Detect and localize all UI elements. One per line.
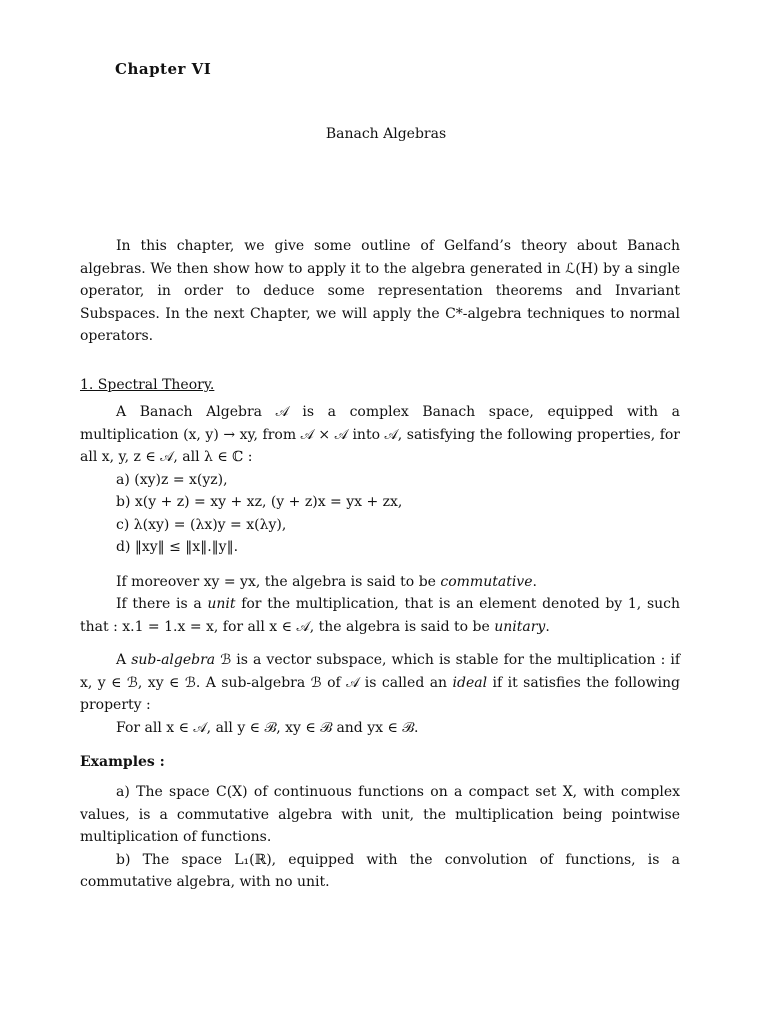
term-unitary: unitary [494, 618, 546, 635]
term-ideal: ideal [452, 674, 488, 691]
commutative-paragraph: If moreover xy = yx, the algebra is said to be commutative. [116, 573, 537, 590]
property-item: b) x(y + z) = xy + xz, (y + z)x = yx + zx, [116, 494, 403, 510]
property-item: a) (xy)z = x(yz), [116, 471, 228, 488]
property-item: d) ‖xy‖ ≤ ‖x‖.‖y‖. [116, 539, 239, 555]
unit-paragraph: If there is a unit for the multiplication, that is an element denoted by 1, such that : x.1 = 1.x = x, for all x ∈ 𝒜, the algebra is said to be unitary. [80, 596, 680, 635]
chapter-title: Banach Algebras [325, 126, 447, 142]
example-item: a) The space C(X) of continuous functions on a compact set X, with complex values, is a commutative algebra with unit, the multiplication being pointwise multiplication of functions. [80, 784, 680, 845]
definition-paragraph: A Banach Algebra 𝒜 is a complex Banach space, equipped with a multiplication (x, y) → xy, from 𝒜 × 𝒜 into 𝒜, satisfying the following properties, for all x, y, z ∈ 𝒜, all λ ∈ ℂ : [80, 404, 680, 465]
examples-heading: Examples : [80, 754, 165, 770]
chapter-label: Chapter VI [115, 60, 212, 78]
intro-section [80, 235, 680, 348]
section-heading: 1. Spectral Theory. [80, 377, 215, 393]
spectral-theory-section [80, 401, 680, 894]
subalgebra-paragraph: A sub-algebra ℬ is a vector subspace, which is stable for the multiplication : if x, y ∈ ℬ, xy ∈ ℬ. A sub-algebra ℬ of 𝒜 is called an ideal if it satisfies the following property : [80, 652, 681, 713]
term-commutative: commutative [440, 573, 533, 590]
term-sub-algebra: sub-algebra [131, 652, 216, 668]
intro-paragraph: In this chapter, we give some outline of Gelfand’s theory about Banach algebras. We then show how to apply it to the algebra generated in ℒ(H) by a single operator, in order to deduce some representation theorems and Invariant Subspaces. In the next Chapter, we will apply the C*-algebra techniques to normal operators. [80, 238, 680, 344]
term-unit: unit [207, 596, 236, 612]
property-item: c) λ(xy) = (λx)y = x(λy), [116, 516, 287, 533]
example-item: b) The space L₁(ℝ), equipped with the convolution of functions, is a commutative algebra, with no unit. [80, 851, 680, 890]
property-list [80, 469, 680, 559]
ideal-property: For all x ∈ 𝒜, all y ∈ ℬ, xy ∈ ℬ and yx ∈ ℬ. [116, 719, 419, 736]
